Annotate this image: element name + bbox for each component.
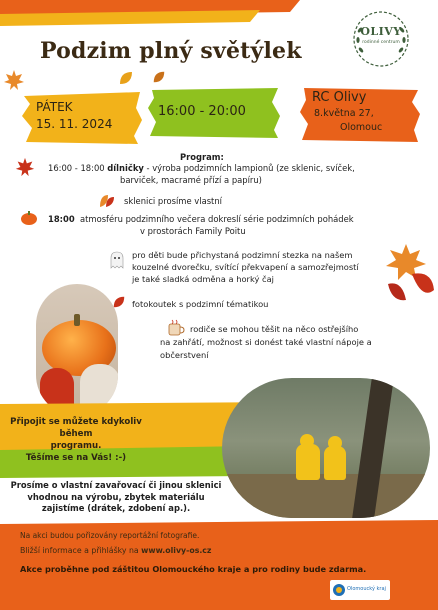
footer-web-link[interactable]: www.olivy-os.cz xyxy=(141,546,212,555)
workshop-desc-2: barviček, macramé přízí a papíru) xyxy=(120,175,262,185)
photo-corner: fotokoutek s podzimní tématikou xyxy=(132,299,269,309)
bring-line-3: zajistíme (drátek, zdobení ap.). xyxy=(41,503,191,514)
bring-box xyxy=(4,480,228,515)
parents-line-2: na zahřátí, možnost si donést také vlastní nápoje a xyxy=(160,337,372,347)
tales-desc: atmosféru podzimního večera dokreslí série podzimních pohádek xyxy=(80,214,354,224)
sponsor-emblem-icon xyxy=(332,583,346,597)
logo-subtitle: rodinné centrum xyxy=(362,40,400,45)
workshop-time: 16:00 - 18:00 xyxy=(48,163,105,173)
trail-line-1: pro děti bude přichystaná podzimní stezka na našem xyxy=(132,250,353,260)
join-line-2: programu. xyxy=(50,441,102,451)
tales-desc-2: v prostorách Family Poitu xyxy=(140,226,246,236)
maple-leaf-icon xyxy=(14,156,36,178)
leaf-icon xyxy=(118,70,134,86)
autumn-leaves-icon xyxy=(382,240,438,310)
trail-line-3: je také sladká odměna a horký čaj xyxy=(132,274,274,284)
event-street: 8.května 27, xyxy=(314,108,374,119)
jars-note: sklenici prosíme vlastní xyxy=(124,196,222,206)
workshop-line xyxy=(48,163,378,174)
pumpkin-icon xyxy=(20,210,38,226)
workshop-title: dílničky xyxy=(107,163,144,173)
hot-drink-icon xyxy=(166,318,186,338)
bring-line-2: vhodnou na výrobu, zbytek materiálu xyxy=(27,491,205,502)
maple-leaf-icon xyxy=(2,68,26,92)
tales-time: 18:00 xyxy=(48,214,75,224)
event-time: 16:00 - 20:00 xyxy=(158,104,246,119)
bring-line-1: Prosíme o vlastní zavařovací či jinou sklenici xyxy=(10,480,222,490)
parents-line-3: občerstvení xyxy=(160,350,209,360)
sponsor-name: Olomoucký kraj xyxy=(347,586,386,592)
trail-line-2: kouzelné dvorečku, svítící překvapení a samozřejmostí xyxy=(132,262,359,272)
pumpkin-photo xyxy=(36,284,118,416)
sponsor-logo xyxy=(330,580,390,600)
ghost-icon xyxy=(110,251,124,269)
event-date: 15. 11. 2024 xyxy=(36,117,113,131)
page-title: Podzim plný světýlek xyxy=(40,38,302,64)
event-place: RC Olivy xyxy=(312,90,367,105)
parents-line-1: rodiče se mohou těšit na něco ostřejšího xyxy=(190,324,359,334)
event-city: Olomouc xyxy=(340,122,383,133)
children-photo xyxy=(222,378,430,518)
leaf-icon xyxy=(152,70,166,84)
footer-patronage: Akce proběhne pod záštitou Olomouckého kraje a pro rodiny bude zdarma. xyxy=(20,564,367,574)
logo-name: OLIVY xyxy=(360,25,402,38)
footer-info-prefix: Bližší informace a přihlášky na xyxy=(20,546,142,555)
leaves-icon xyxy=(98,193,116,209)
footer-info xyxy=(20,546,211,555)
workshop-desc: - výroba podzimních lampionů (ze sklenic, svíček, xyxy=(143,163,355,173)
footer-photos: Na akci budou pořizovány reportážní fotografie. xyxy=(20,531,200,540)
join-line-3: Těšíme se na Vás! :-) xyxy=(25,453,127,463)
program-heading: Program: xyxy=(180,152,224,162)
join-line-1: Připojit se můžete kdykoliv během xyxy=(10,417,142,439)
join-box xyxy=(6,416,146,464)
event-day: PÁTEK xyxy=(36,100,73,114)
